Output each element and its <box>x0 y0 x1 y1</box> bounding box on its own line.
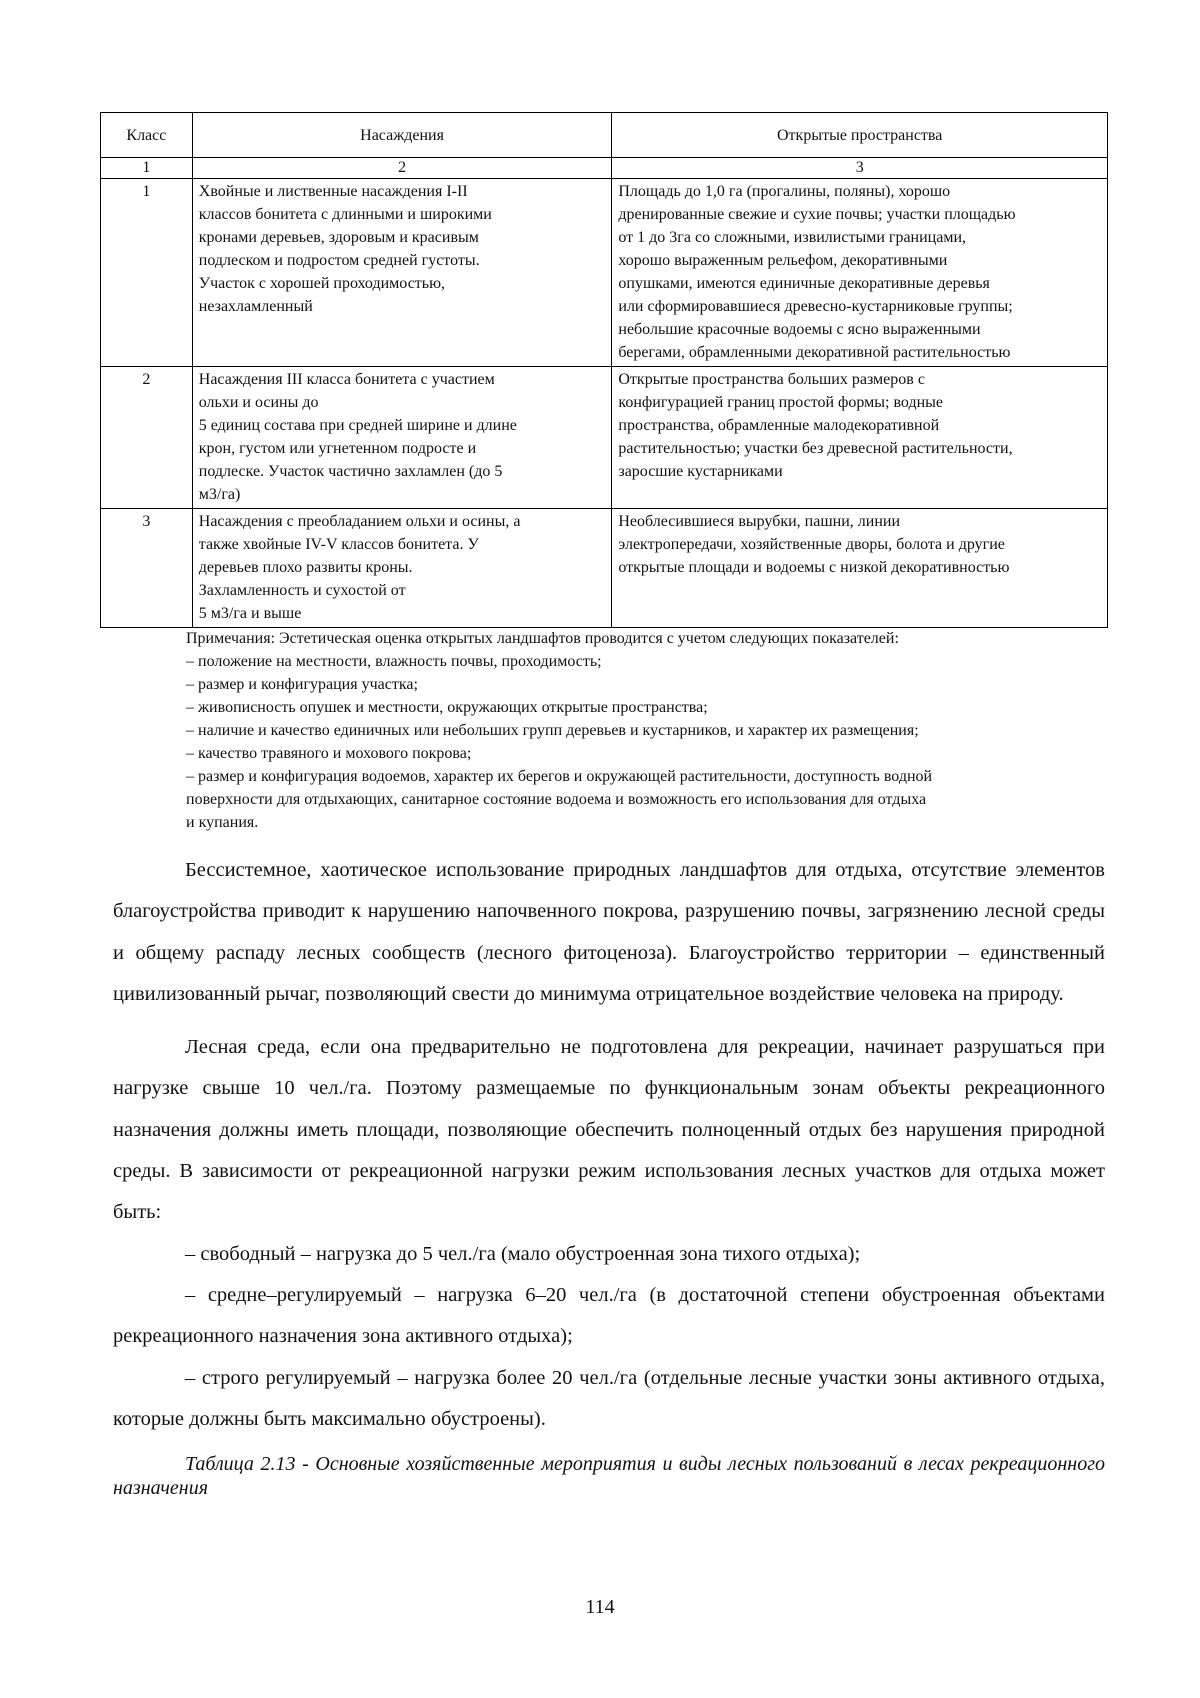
cell-line: 5 м3/га и выше <box>198 605 302 622</box>
note-line: – размер и конфигурация водоемов, характер их берегов и окружающей растительности, доступность водной <box>186 768 933 785</box>
note-line: – качество травяного и мохового покрова; <box>186 745 472 762</box>
cell-line: открытые площади и водоемы с низкой декоративностью <box>618 559 1010 576</box>
cell-line: от 1 до 3га со сложными, извилистыми границами, <box>618 229 967 246</box>
plantings-cell <box>192 509 612 628</box>
list-item: – свободный – нагрузка до 5 чел./га (мало обустроенная зона тихого отдыха); <box>185 1242 861 1265</box>
landscape-classes-table <box>100 112 1108 628</box>
table-row <box>101 509 1108 628</box>
cell-line: м3/га) <box>198 486 241 503</box>
open-spaces-cell <box>612 509 1108 628</box>
column-number: 2 <box>192 158 612 179</box>
table-notes <box>186 627 1106 834</box>
table-row <box>101 367 1108 509</box>
paragraph: Бессистемное, хаотическое использование природных ландшафтов для отдыха, отсутствие элементов благоустройства приводит к нарушению напочвенного покрова, разрушению почвы, загрязнению лесной среды и общему распаду лесных сообществ (лесного фитоценоза). Благоустройство территории – единственный цивилизованный рычаг, позволяющий свести до минимума отрицательное воздействие человека на природу. <box>113 859 1105 1005</box>
open-spaces-cell <box>612 367 1108 509</box>
note-line: Примечания: Эстетическая оценка открытых ландшафтов проводится с учетом следующих показателей: <box>186 630 899 647</box>
column-number-row <box>101 158 1108 179</box>
plantings-cell <box>192 179 612 367</box>
cell-line: также хвойные IV-V классов бонитета. У <box>198 536 479 553</box>
class-cell: 1 <box>101 179 193 367</box>
cell-line: растительностью; участки без древесной растительности, <box>618 440 1013 457</box>
plantings-cell <box>192 367 612 509</box>
class-cell: 2 <box>101 367 193 509</box>
cell-line: опушками, имеются единичные декоративные деревья <box>618 275 990 292</box>
note-line: – наличие и качество единичных или небольших групп деревьев и кустарников, и характер их размещения; <box>186 722 919 739</box>
cell-line: хорошо выраженным рельефом, декоративными <box>618 252 948 269</box>
cell-line: Захламленность и сухостой от <box>198 582 406 599</box>
table-caption: Таблица 2.13 - Основные хозяйственные мероприятия и виды лесных пользований в лесах рекреационного назначения <box>113 1453 1105 1499</box>
header-class: Класс <box>101 113 193 158</box>
body-text <box>113 850 1105 1440</box>
cell-line: незахламленный <box>198 298 313 315</box>
class-cell: 3 <box>101 509 193 628</box>
cell-line: небольшие красочные водоемы с ясно выраженными <box>618 321 981 338</box>
cell-line: деревьев плохо развиты кроны. <box>198 559 413 576</box>
header-open-spaces: Открытые пространства <box>612 113 1108 158</box>
table-row <box>101 179 1108 367</box>
cell-line: Площадь до 1,0 га (прогалины, поляны), хорошо <box>618 183 951 200</box>
note-line: и купания. <box>186 814 259 831</box>
cell-line: Участок с хорошей проходимостью, <box>198 275 446 292</box>
paragraph: Лесная среда, если она предварительно не подготовлена для рекреации, начинает разрушаться при нагрузке свыше 10 чел./га. Поэтому размещаемые по функциональным зонам объекты рекреационного назначения должны иметь площади, позволяющие обеспечить полноценный отдых без нарушения природной среды. В зависимости от рекреационной нагрузки режим использования лесных участков для отдыха может быть: <box>113 1036 1105 1224</box>
cell-line: Насаждения III класса бонитета с участием <box>198 371 495 388</box>
cell-line: Необлесившиеся вырубки, пашни, линии <box>618 513 901 530</box>
cell-line: дренированные свежие и сухие почвы; участки площадью <box>618 206 1016 223</box>
note-line: – положение на местности, влажность почвы, проходимость; <box>186 653 602 670</box>
note-line: поверхности для отдыхающих, санитарное состояние водоема и возможность его использования для отдыха <box>186 791 927 808</box>
cell-line: ольхи и осины до <box>198 394 319 411</box>
note-line: – живописность опушек и местности, окружающих открытые пространства; <box>186 699 708 716</box>
cell-line: электропередачи, хозяйственные дворы, болота и другие <box>618 536 1005 553</box>
cell-line: пространства, обрамленные малодекоративной <box>618 417 940 434</box>
cell-line: крон, густом или угнетенном подросте и <box>198 440 477 457</box>
cell-line: кронами деревьев, здоровым и красивым <box>198 229 479 246</box>
cell-line: Открытые пространства больших размеров с <box>618 371 925 388</box>
cell-line: подлеском и подростом средней густоты. <box>198 252 480 269</box>
column-number: 1 <box>101 158 193 179</box>
cell-line: Насаждения с преобладанием ольхи и осины, а <box>198 513 521 530</box>
cell-line: подлеске. Участок частично захламлен (до 5 <box>198 463 503 480</box>
list-item: – средне–регулируемый – нагрузка 6–20 чел./га (в достаточной степени обустроенная объектами рекреационного назначения зона активного отдыха); <box>113 1283 1105 1348</box>
cell-line: Хвойные и лиственные насаждения I-II <box>198 183 468 200</box>
cell-line: заросшие кустарниками <box>618 463 783 480</box>
cell-line: классов бонитета с длинными и широкими <box>198 206 492 223</box>
column-number: 3 <box>612 158 1108 179</box>
table-header-row <box>101 113 1108 158</box>
cell-line: берегами, обрамленными декоративной растительностью <box>618 344 1011 361</box>
list-item: – строго регулируемый – нагрузка более 20 чел./га (отдельные лесные участки зоны активного отдыха, которые должны быть максимально обустроены). <box>113 1366 1105 1430</box>
open-spaces-cell <box>612 179 1108 367</box>
cell-line: конфигурацией границ простой формы; водные <box>618 394 944 411</box>
cell-line: 5 единиц состава при средней ширине и длине <box>198 417 517 434</box>
page-number: 114 <box>585 1596 615 1618</box>
note-line: – размер и конфигурация участка; <box>186 676 418 693</box>
cell-line: или сформировавшиеся древесно-кустарниковые группы; <box>618 298 1013 315</box>
header-plantings: Насаждения <box>192 113 612 158</box>
